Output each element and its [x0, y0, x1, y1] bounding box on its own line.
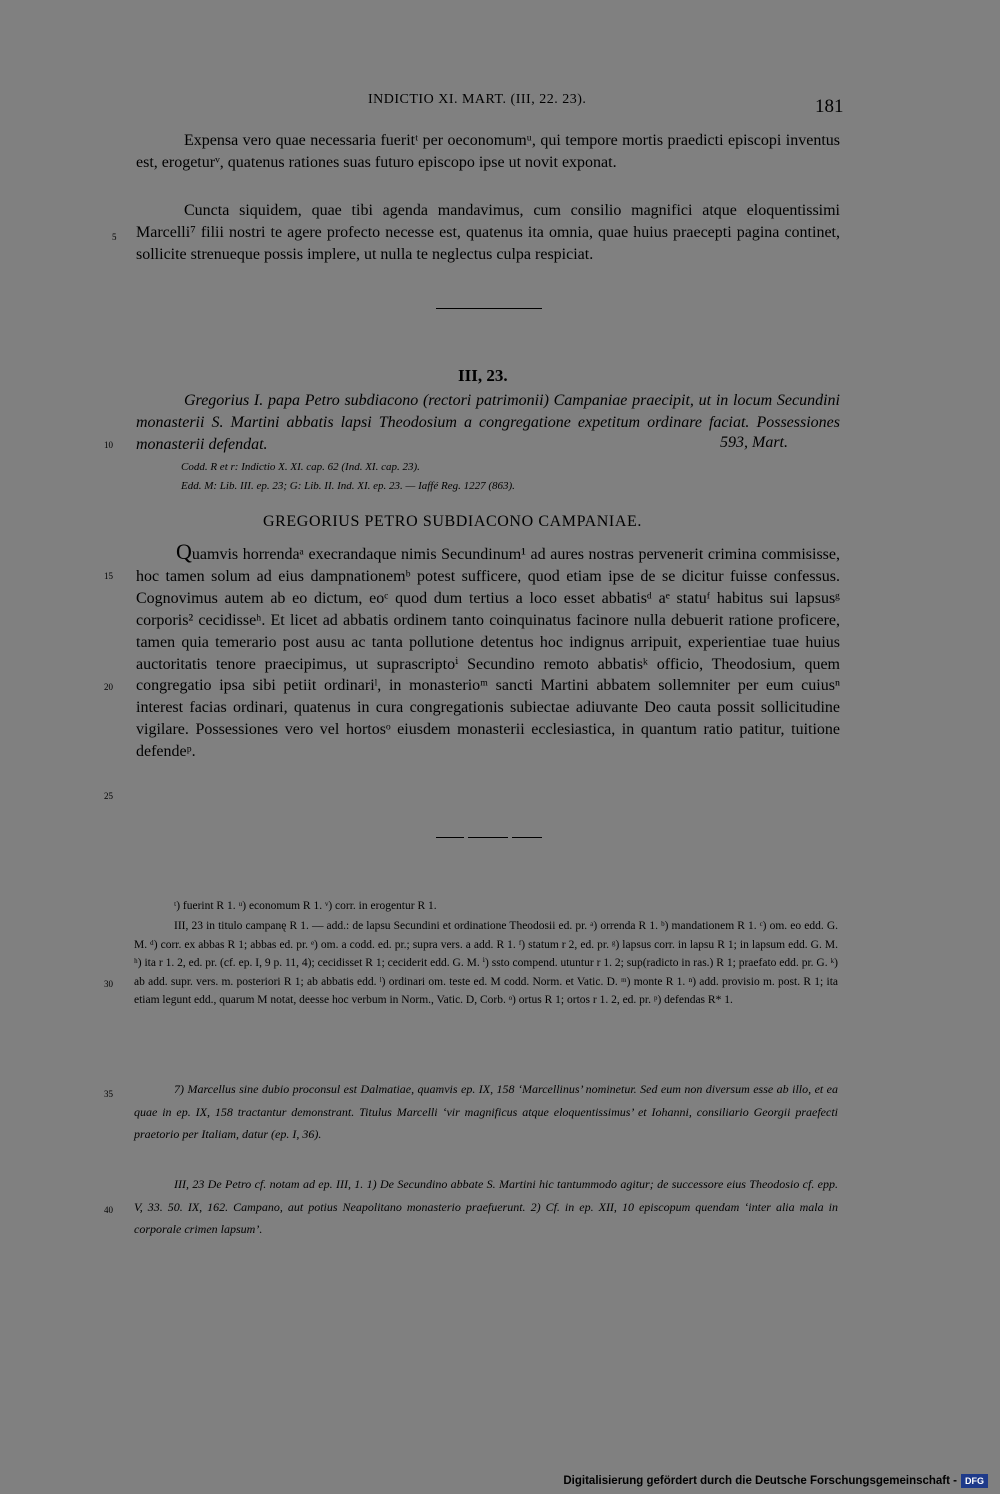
footer-text: Digitalisierung gefördert durch die Deutsche Forschungsgemeinschaft - — [563, 1475, 957, 1487]
letter-summary: Gregorius I. papa Petro subdiacono (rectori patrimonii) Campaniae praecipit, ut in locum Secundini monasterii S. Martini abbatis lapsi Theodosium a congregatione expetitum ordinare faciat. Possessiones monasterii defendat. — [136, 392, 840, 453]
letter-text-body: uamvis horrendaᵃ execrandaque nimis Secundinum¹ ad aures nostras pervenerit crimina commisisse, hoc tamen solum ad eius dampnationemᵇ potest sufficere, quod etiam ipse de se dicitur fuisse confessus. Cognovimus autem ab eo dictum, eoᶜ quod dum tertius a loco esset abbatisᵈ aᵉ statuᶠ habitus sui lapsusᵍ corporis² cecidisseʰ. Et licet ad abbatis ordinem tanto coinquinatus facinore nulla debuerit ratione proficere, tamen quia temerario post ausu ac tanta pollutione detentus hoc indignus arripuit, experientiae tuae huius auctoritatis tenore praecipimus, ut suprascriptoⁱ Secundino remoto abbatisᵏ officio, Theodosium, quem congregatio ipsa sibi petiit ordinariˡ, in monasterioᵐ sancti Martini abbatem sollemniter per eum cuiusⁿ interest facias ordinari, quatenus in cura congregationis subiectae adiuvante Deo cauta possit sollicitudine vigilare. Possessiones vero vel hortosᵒ eiusdem monasterii ecclesiastica, in quantum ratio patitur, tuitione defendeᵖ. — [136, 546, 840, 761]
end-rule — [436, 837, 542, 838]
codices-line: Codd. R et r: Indictio X. XI. cap. 62 (Ind. XI. cap. 23). — [181, 461, 420, 473]
running-head: INDICTIO XI. MART. (III, 22. 23). — [368, 92, 587, 107]
note-letter: III, 23 De Petro cf. notam ad ep. III, 1. 1) De Secundino abbate S. Martini hic tantummodo agitur; de successore eius Theodosio cf. epp. V, 33. 50. IX, 162. Campano, aut potius Neapolitano monasterio praefuerunt. 2) Cf. in ep. XII, 10 episcopum quendam ‘inter alia mala in corporale crimen lapsum’. — [134, 1177, 838, 1236]
body-paragraph-2: Cuncta siquidem, quae tibi agenda mandavimus, cum consilio magnifici atque eloquentissimi Marcelli⁷ filii nostri te agere profecto necesse est, quatenus ita omnia, quae huius praecepti pagina continet, sollicite strenueque possis implere, ut nulla te neglectus culpa respiciat. — [136, 202, 840, 263]
line-number: 10 — [104, 440, 113, 450]
letter-text — [136, 541, 840, 763]
initial-letter: Q — [176, 539, 192, 564]
line-number: 5 — [112, 232, 117, 242]
letter-number: III, 23. — [458, 366, 508, 385]
line-number: 15 — [104, 571, 113, 581]
line-number: 20 — [104, 682, 113, 692]
digitization-footer — [563, 1474, 988, 1488]
line-number: 25 — [104, 791, 113, 801]
letter-address: GREGORIUS PETRO SUBDIACONO CAMPANIAE. — [263, 513, 642, 530]
apparatus-letter: III, 23 in titulo campanę R 1. — add.: de lapsu Secundini et ordinatione Theodosii ed. pr. ᵃ) orrenda R 1. ᵇ) mandationem R 1. ᶜ) om. eo edd. G. M. ᵈ) corr. ex abbas R 1; abbas ed. pr. ᵉ) om. a codd. ed. pr.; supra vers. a add. R 1. ᶠ) statum r 2, ed. pr. ᵍ) lapsus corr. in lapsu R 1; in lapsum edd. G. M. ʰ) ita r 1. 2, ed. pr. (cf. ep. I, 9 p. 11, 4); cecidisset R 1; ceciderit edd. G. M. ⁱ) ssto compend. utuntur r 1. 2; sup(radicto in ras.) R 1; praefato edd. pr. G. ᵏ) ab add. supr. vers. m. posteriori R 1; ab abbatis edd. ˡ) ordinari om. teste ed. M codd. Norm. et Vatic. D. ᵐ) monte R 1. ⁿ) add. provisio m. post. R 1; ita etiam legunt edd., quarum M notat, deesse hoc verbum in Norm., Vatic. D, Corb. ᵒ) ortus R 1; ortos r 1. 2, ed. pr. ᵖ) defendas R* 1. — [134, 920, 838, 1006]
letter-date: 593, Mart. — [720, 434, 788, 451]
apparatus-prev: ᵗ) fuerint R 1. ᵘ) economum R 1. ᵛ) corr. in erogentur R 1. — [174, 900, 437, 912]
line-number: 35 — [104, 1089, 113, 1099]
dfg-logo: DFG — [961, 1474, 988, 1488]
editions-line: Edd. M: Lib. III. ep. 23; G: Lib. II. Ind. XI. ep. 23. — Iaffé Reg. 1227 (863). — [181, 480, 515, 492]
line-number: 30 — [104, 979, 113, 989]
section-divider — [436, 308, 542, 309]
line-number: 40 — [104, 1205, 113, 1215]
body-paragraph-1: Expensa vero quae necessaria fueritᵗ per oeconomumᵘ, qui tempore mortis praedicti episcopi inventus est, erogeturᵛ, quatenus rationes suas futuro episcopo ipse ut novit exponat. — [136, 132, 840, 171]
page-number: 181 — [815, 96, 844, 117]
note-marcellus: 7) Marcellus sine dubio proconsul est Dalmatiae, quamvis ep. IX, 158 ‘Marcellinus’ nominetur. Sed eum non diversum esse ab illo, et ea quae in ep. IX, 158 tractantur demonstrant. Titulus Marcelli ‘vir magnificus atque eloquentissimus’ et Iohanni, consiliario Georgii praefecti praetorio per Italiam, datur (ep. I, 36). — [134, 1082, 838, 1141]
